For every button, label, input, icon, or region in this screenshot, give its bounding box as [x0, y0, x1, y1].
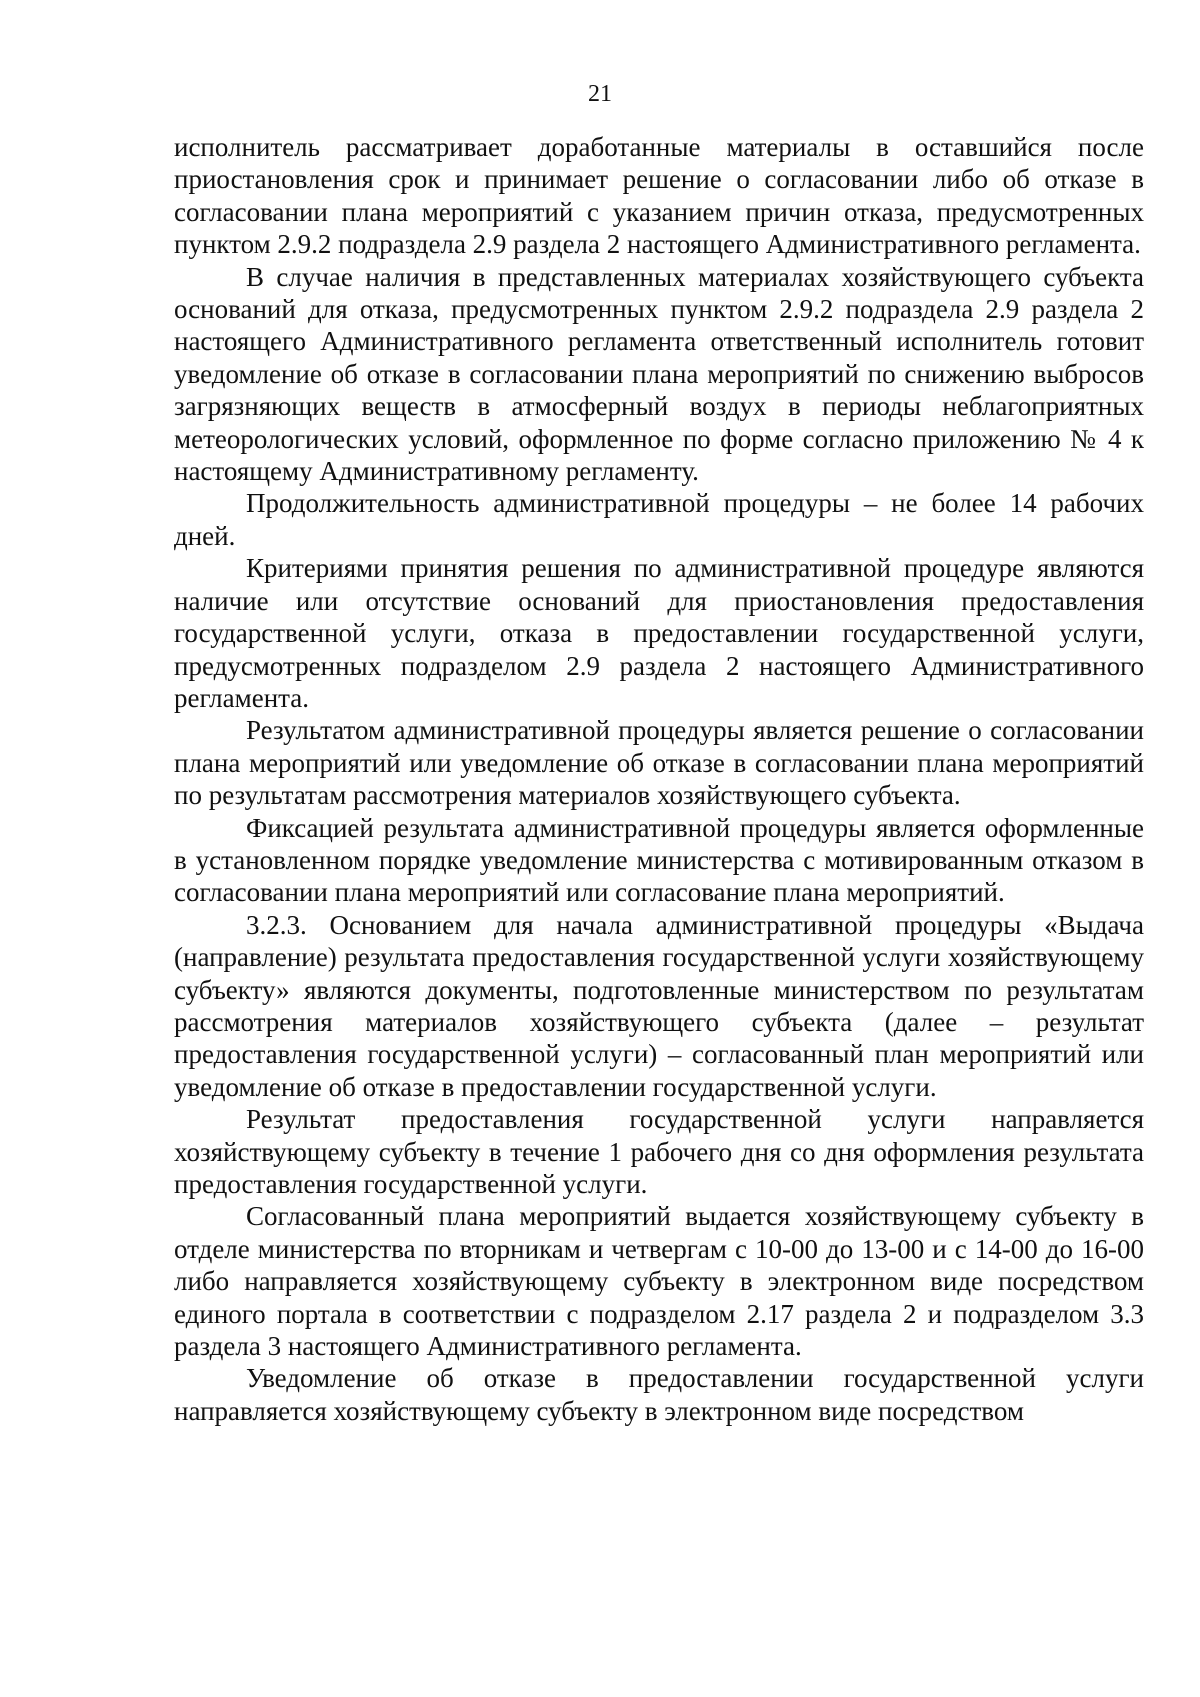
- paragraph-criteria: Критериями принятия решения по административной процедуре являются наличие или отсутствие оснований для приостановления предоставления государственной услуги, отказа в предоставлении государственной услуги, предусмотренных подразделом 2.9 раздела 2 настоящего Административного регламента.: [174, 553, 1144, 713]
- paragraph-fixation: Фиксацией результата административной процедуры является оформленные в установленном порядке уведомление министерства с мотивированным отказом в согласовании плана мероприятий или согласование плана мероприятий.: [174, 812, 1144, 908]
- paragraph-refusal-notice: Уведомление об отказе в предоставлении государственной услуги направляется хозяйствующему субъекту в электронном виде посредством: [174, 1363, 1144, 1426]
- document-body: [174, 131, 1144, 1427]
- paragraph-continuation: исполнитель рассматривает доработанные материалы в оставшийся после приостановления срок и принимает решение о согласовании либо об отказе в согласовании плана мероприятий с указанием причин отказа, предусмотренных пунктом 2.9.2 подраздела 2.9 раздела 2 настоящего Административного регламента.: [174, 132, 1144, 260]
- paragraph-refusal-grounds: В случае наличия в представленных материалах хозяйствующего субъекта оснований для отказа, предусмотренных пунктом 2.9.2 подраздела 2.9 раздела 2 настоящего Административного регламента ответственный исполнитель готовит уведомление об отказе в согласовании плана мероприятий по снижению выбросов загрязняющих веществ в атмосферный воздух в периоды неблагоприятных метеорологических условий, оформленное по форме согласно приложению № 4 к настоящему Административному регламенту.: [174, 261, 1144, 487]
- page-number: 21: [588, 81, 612, 107]
- paragraph-result-sending: Результат предоставления государственной услуги направляется хозяйствующему субъекту в течение 1 рабочего дня со дня оформления результата предоставления государственной услуги.: [174, 1104, 1144, 1199]
- paragraph-duration: Продолжительность административной процедуры – не более 14 рабочих дней.: [174, 488, 1144, 551]
- paragraph-result: Результатом административной процедуры является решение о согласовании плана мероприятий или уведомление об отказе в согласовании плана мероприятий по результатам рассмотрения материалов хозяйствующего субъекта.: [174, 715, 1144, 811]
- paragraph-plan-issuance: Согласованный плана мероприятий выдается хозяйствующему субъекту в отделе министерства по вторникам и четвергам с 10-00 до 13-00 и с 14-00 до 16-00 либо направляется хозяйствующему субъекту в электронном виде посредством единого портала в соответствии с подразделом 2.17 раздела 2 и подразделом 3.3 раздела 3 настоящего Административного регламента.: [174, 1201, 1144, 1362]
- paragraph-3-2-3: 3.2.3. Основанием для начала административной процедуры «Выдача (направление) результата предоставления государственной услуги хозяйствующему субъекту» являются документы, подготовленные министерством по результатам рассмотрения материалов хозяйствующего субъекта (далее – результат предоставления государственной услуги) – согласованный план мероприятий или уведомление об отказе в предоставлении государственной услуги.: [174, 909, 1144, 1102]
